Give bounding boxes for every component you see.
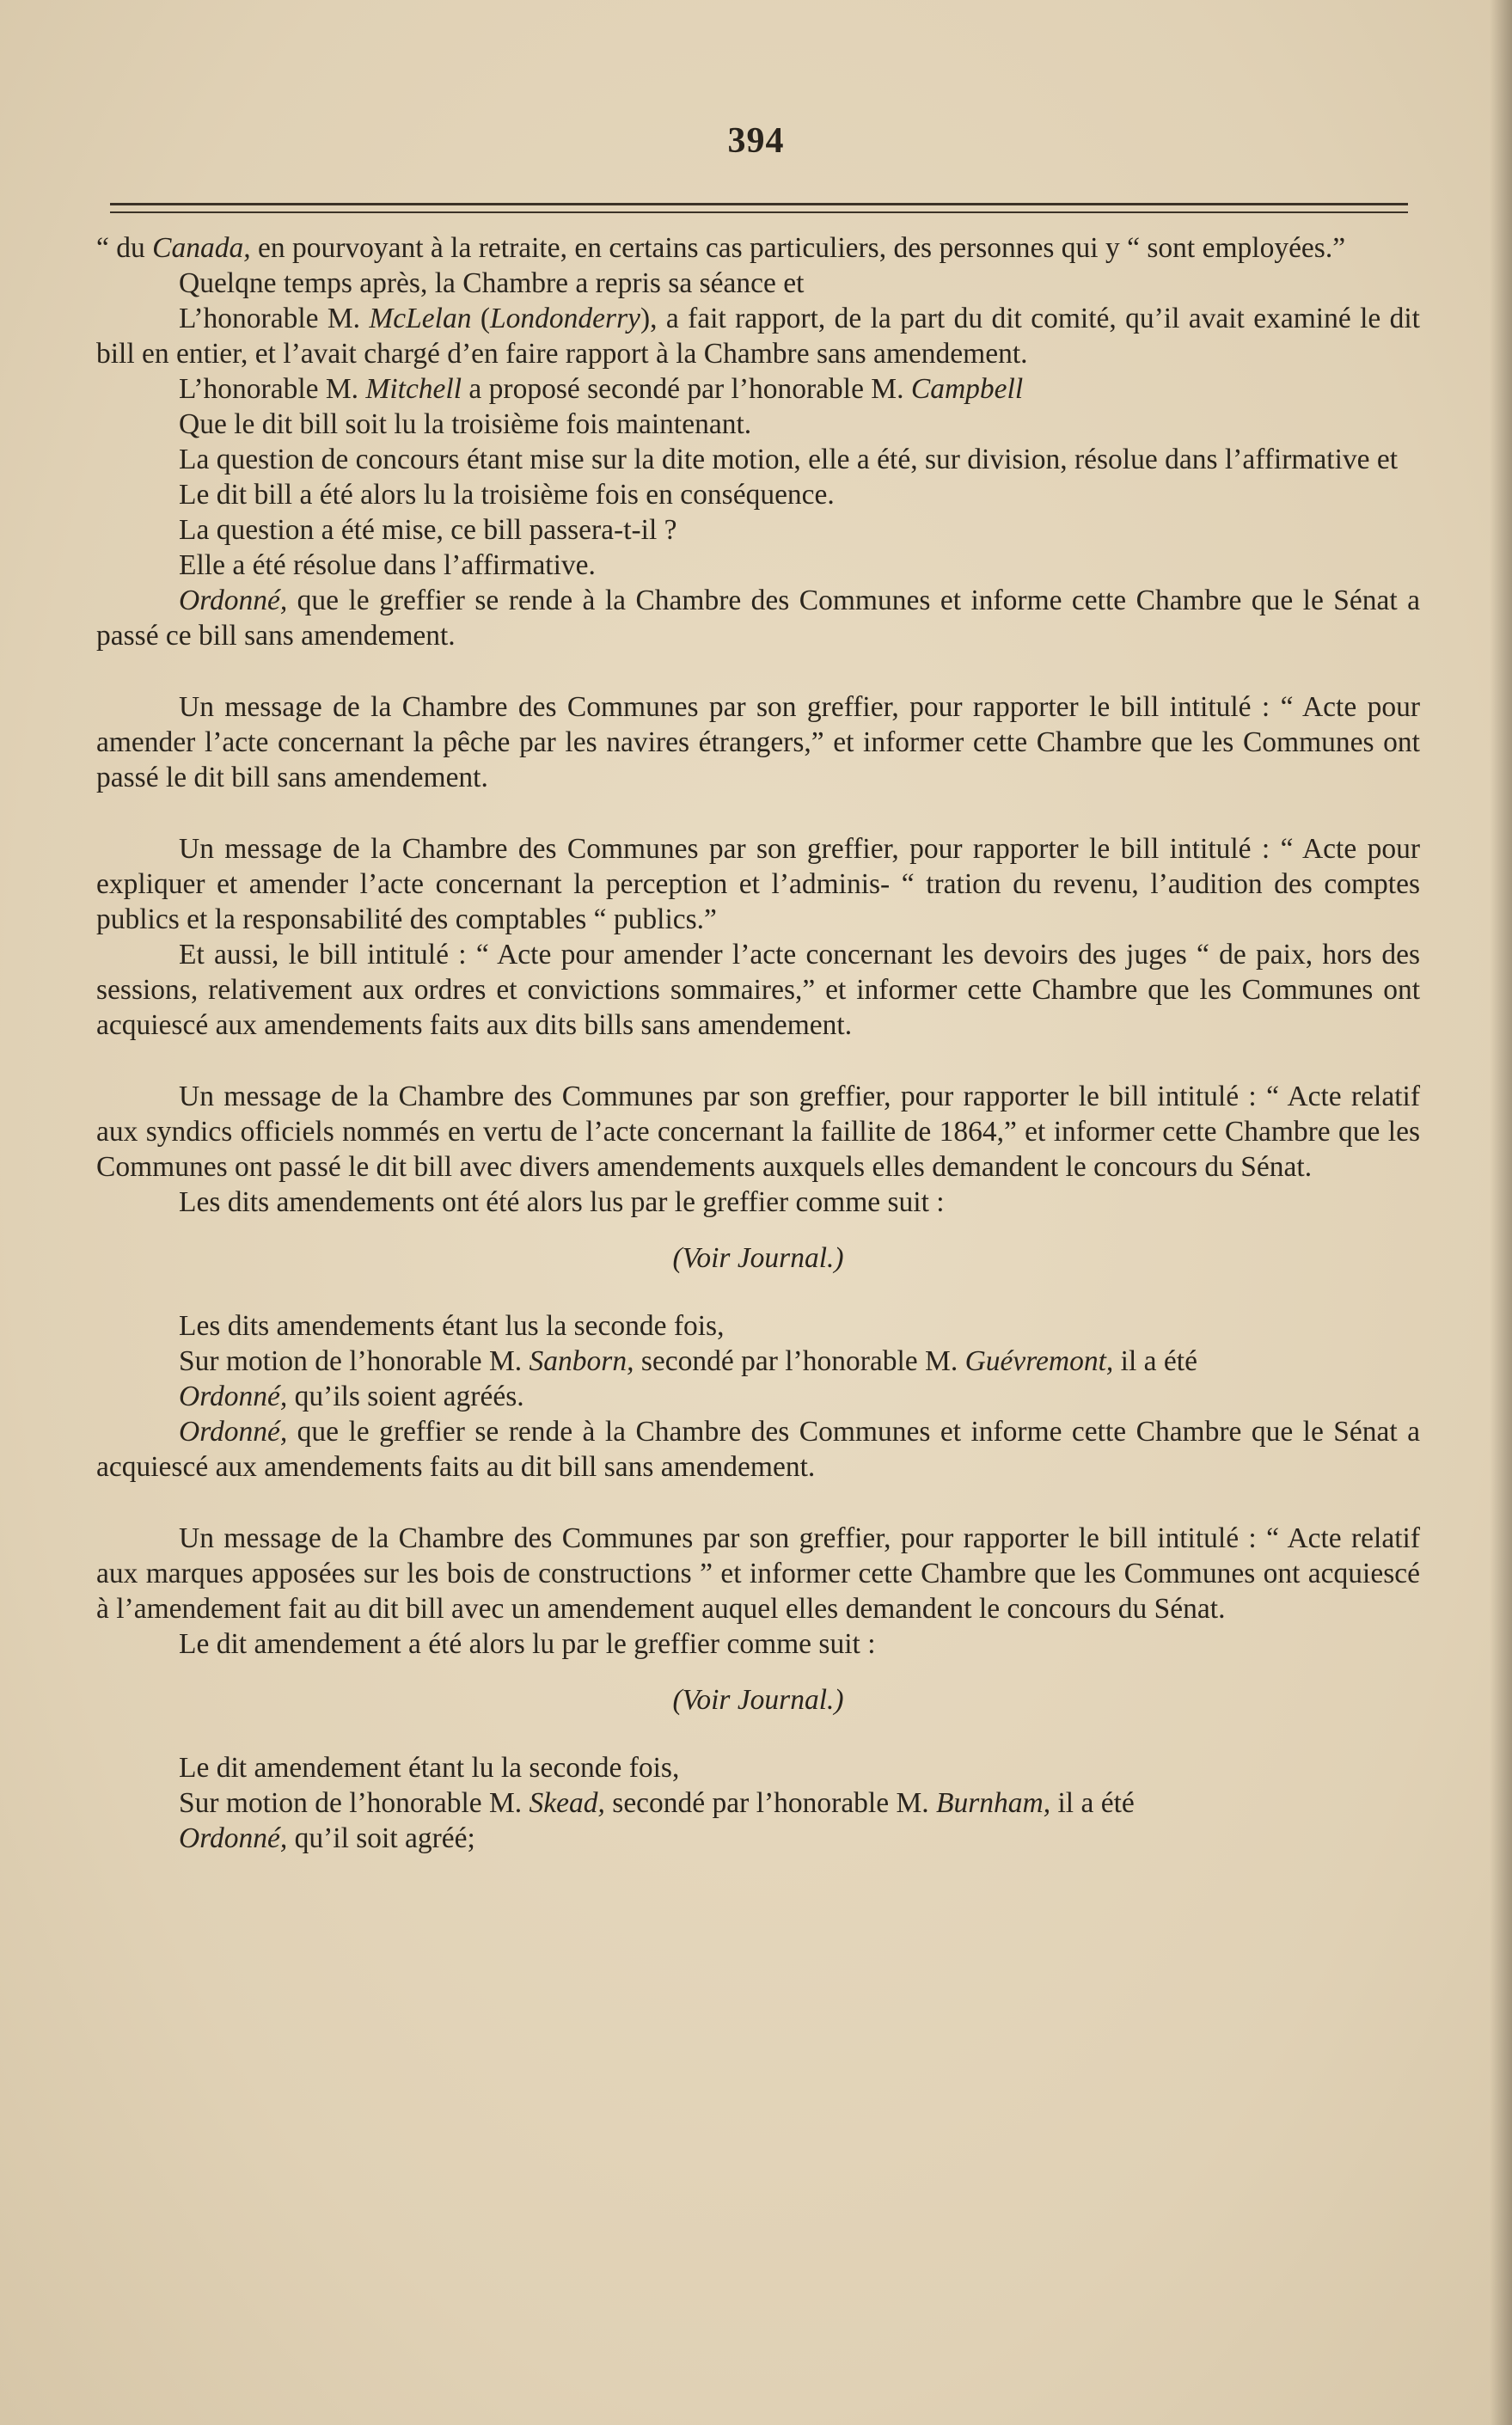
text-segment: secondé par l’honorable M. xyxy=(634,1345,965,1377)
italic-text: Skead, xyxy=(529,1787,605,1819)
paragraph xyxy=(96,937,1420,1043)
header-rule-bottom xyxy=(110,211,1408,213)
paragraph xyxy=(96,1626,1420,1662)
italic-text: (Voir Journal.) xyxy=(672,1242,844,1274)
page-number: 394 xyxy=(727,121,785,161)
text-segment: Les dits amendements étant lus la seconde fois, xyxy=(179,1310,725,1342)
paragraph xyxy=(96,512,1420,548)
italic-text: Mitchell xyxy=(365,373,462,405)
paragraph xyxy=(96,230,1420,266)
text-segment: Elle a été résolue dans l’affirmative. xyxy=(179,549,596,581)
text-segment: en pourvoyant à la retraite, en certains cas particuliers, des personnes qui y “ sont employées.” xyxy=(250,232,1346,264)
paragraph xyxy=(96,689,1420,795)
journal-reference xyxy=(96,1682,1420,1718)
text-segment: que le greffier se rende à la Chambre des Communes et informe cette Chambre que le Sénat a passé ce bill sans amendement. xyxy=(96,585,1420,652)
text-segment: L’honorable M. xyxy=(179,373,366,405)
paragraph xyxy=(96,1308,1420,1344)
text-segment: Le dit amendement étant lu la seconde fois, xyxy=(179,1752,680,1784)
journal-reference xyxy=(96,1240,1420,1276)
text-segment: Le dit amendement a été alors lu par le greffier comme suit : xyxy=(179,1628,876,1660)
paragraph xyxy=(96,266,1420,301)
text-segment: Et aussi, le bill intitulé : “ Acte pour amender l’acte concernant les devoirs des juges “ de paix, hors des sessions, relativement aux ordres et convictions sommaires,” et informer cette Chambre que les Communes ont acquiescé aux amendements faits aux dits bills sans amendement. xyxy=(96,939,1420,1041)
paragraph xyxy=(96,1521,1420,1626)
paragraph-gap xyxy=(96,1485,1420,1521)
text-segment: Un message de la Chambre des Communes par son greffier, pour rapporter le bill intitulé : “ Acte pour expliquer et amender l’acte concernant la perception et l’adminis- “ tration du revenu, l’audition des comptes publics et la responsabilité des comptables “ publics.” xyxy=(96,833,1420,935)
text-segment: Que le dit bill soit lu la troisième fois maintenant. xyxy=(179,408,752,440)
italic-text: Canada, xyxy=(152,232,251,264)
italic-text: Sanborn, xyxy=(529,1345,634,1377)
italic-text: Londonderry xyxy=(490,303,640,334)
text-segment: Un message de la Chambre des Communes par son greffier, pour rapporter le bill intitulé : “ Acte relatif aux marques apposées sur les bois de constructions ” et informer cette Chambre que les Communes ont acquiescé à l’amendement fait au dit bill avec un amendement auquel elles demandent le concours du Sénat. xyxy=(96,1522,1420,1625)
italic-text: (Voir Journal.) xyxy=(672,1684,844,1716)
text-segment: Un message de la Chambre des Communes par son greffier, pour rapporter le bill intitulé : “ Acte pour amender l’acte concernant la pêche par les navires étrangers,” et informer cette Chambre que les Communes ont passé le dit bill sans amendement. xyxy=(96,691,1420,793)
paragraph xyxy=(96,301,1420,371)
text-segment: Sur motion de l’honorable M. xyxy=(179,1787,530,1819)
paragraph xyxy=(96,1185,1420,1220)
italic-text: Ordonné, xyxy=(179,585,288,616)
text-segment: La question de concours étant mise sur la dite motion, elle a été, sur division, résolue dans l’affirmative et xyxy=(179,444,1399,475)
paragraph-gap xyxy=(96,653,1420,689)
paragraph xyxy=(96,1785,1420,1821)
header-rule-top xyxy=(110,203,1408,205)
text-segment: Les dits amendements ont été alors lus par le greffier comme suit : xyxy=(179,1186,945,1218)
text-segment: L’honorable M. xyxy=(179,303,370,334)
text-segment: Un message de la Chambre des Communes par son greffier, pour rapporter le bill intitulé : “ Acte relatif aux syndics officiels nommés en vertu de l’acte concernant la faillite de 1864,” et informer cette Chambre que les Communes ont passé le dit bill avec divers amendements auxquels elles demandent le concours du Sénat. xyxy=(96,1081,1420,1183)
page-body xyxy=(96,230,1420,1856)
text-segment: ( xyxy=(471,303,491,334)
text-segment: ), a fait rapport, de la part du dit comité, qu’il avait examiné le dit bill en entier, et l’avait chargé d’en faire rapport à la Chambre sans amendement. xyxy=(96,303,1420,370)
paragraph-gap xyxy=(96,795,1420,831)
text-segment: il a été xyxy=(1113,1345,1197,1377)
paragraph xyxy=(96,477,1420,512)
text-segment: Quelqne temps après, la Chambre a repris sa séance et xyxy=(179,267,805,299)
paragraph xyxy=(96,442,1420,477)
paragraph xyxy=(96,1821,1420,1856)
italic-text: McLelan xyxy=(369,303,472,334)
paragraph xyxy=(96,583,1420,653)
paragraph xyxy=(96,1379,1420,1414)
paragraph xyxy=(96,371,1420,407)
paragraph xyxy=(96,1414,1420,1485)
text-segment: qu’ils soient agréés. xyxy=(287,1381,524,1412)
paragraph xyxy=(96,1750,1420,1785)
text-segment: a proposé secondé par l’honorable M. xyxy=(462,373,911,405)
text-segment: “ du xyxy=(96,232,153,264)
italic-text: Ordonné, xyxy=(179,1822,288,1854)
text-segment: que le greffier se rende à la Chambre des Communes et informe cette Chambre que le Sénat a acquiescé aux amendements faits au dit bill sans amendement. xyxy=(96,1416,1420,1483)
paragraph xyxy=(96,1079,1420,1185)
text-segment: La question a été mise, ce bill passera-t-il ? xyxy=(179,514,677,546)
italic-text: Ordonné, xyxy=(179,1416,288,1448)
italic-text: Campbell xyxy=(910,373,1024,405)
paragraph xyxy=(96,548,1420,583)
italic-text: Ordonné, xyxy=(179,1381,288,1412)
text-segment: Le dit bill a été alors lu la troisième fois en conséquence. xyxy=(179,479,835,511)
paragraph xyxy=(96,407,1420,442)
italic-text: Guévremont, xyxy=(964,1345,1114,1377)
paragraph xyxy=(96,831,1420,937)
text-segment: secondé par l’honorable M. xyxy=(604,1787,937,1819)
text-segment: il a été xyxy=(1050,1787,1135,1819)
paragraph-gap xyxy=(96,1043,1420,1079)
paragraph xyxy=(96,1344,1420,1379)
text-segment: Sur motion de l’honorable M. xyxy=(179,1345,530,1377)
italic-text: Burnham, xyxy=(936,1787,1051,1819)
text-segment: qu’il soit agréé; xyxy=(287,1822,475,1854)
